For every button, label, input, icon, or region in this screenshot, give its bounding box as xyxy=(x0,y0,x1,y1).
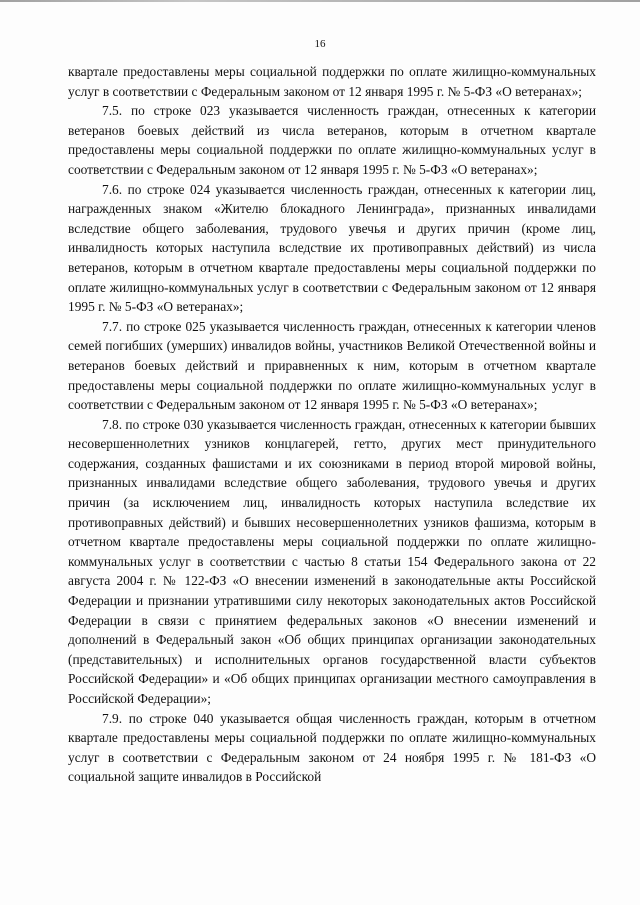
paragraph-7-6: 7.6. по строке 024 указывается численность граждан, отнесенных к категории лиц, награжденных знаком «Жителю блокадного Ленинграда», признанных инвалидами вследствие общего заболевания, трудового увечья и других причин (кроме лиц, инвалидность которых наступила вследствие их противоправных действий) из числа ветеранов, которым в отчетном квартале предоставлены меры социальной поддержки по оплате жилищно-коммунальных услуг в соответствии с Федеральным законом от 12 января 1995 г. № 5-ФЗ «О ветеранах»; xyxy=(68,181,596,315)
paragraph-7-9: 7.9. по строке 040 указывается общая численность граждан, которым в отчетном квартале предоставлены меры социальной поддержки по оплате жилищно-коммунальных услуг в соответствии с Федеральным законом от 24 ноября 1995 г. № 181-ФЗ «О социальной защите инвалидов в Российской xyxy=(68,710,596,785)
page-number: 16 xyxy=(314,38,326,50)
paragraph-continuation: квартале предоставлены меры социальной поддержки по оплате жилищно-коммунальных услуг в соответствии с Федеральным законом от 12 января 1995 г. № 5-ФЗ «О ветеранах»; xyxy=(68,64,596,99)
document-body xyxy=(68,62,596,787)
scan-edge-line xyxy=(0,0,640,2)
paragraph-7-8: 7.8. по строке 030 указывается численность граждан, отнесенных к категории бывших несовершеннолетних узников концлагерей, гетто, других мест принудительного содержания, созданных фашистами и их союзниками в период второй мировой войны, признанных инвалидами вследствие общего заболевания, трудового увечья и других причин (за исключением лиц, инвалидность которых наступила вследствие их противоправных действий) и бывших несовершеннолетних узников фашизма, которым в отчетном квартале предоставлены меры социальной поддержки по оплате жилищно-коммунальных услуг в соответствии с частью 8 статьи 154 Федерального закона от 22 августа 2004 г. № 122-ФЗ «О внесении изменений в законодательные акты Российской Федерации и признании утратившими силу некоторых законодательных актов Российской Федерации в связи с принятием федеральных законов «О внесении изменений и дополнений в Федеральный закон «Об общих принципах организации законодательных (представительных) и исполнительных органов государственной власти субъектов Российской Федерации» и «Об общих принципах организации местного самоуправления в Российской Федерации»; xyxy=(68,416,597,706)
paragraph-7-5: 7.5. по строке 023 указывается численность граждан, отнесенных к категории ветеранов боевых действий из числа ветеранов, которым в отчетном квартале предоставлены меры социальной поддержки по оплате жилищно-коммунальных услуг в соответствии с Федеральным законом от 12 января 1995 г. № 5-ФЗ «О ветеранах»; xyxy=(68,103,596,177)
paragraph-7-7: 7.7. по строке 025 указывается численность граждан, отнесенных к категории членов семей погибших (умерших) инвалидов войны, участников Великой Отечественной войны и ветеранов боевых действий и приравненных к ним, которым в отчетном квартале предоставлены меры социальной поддержки по оплате жилищно-коммунальных услуг в соответствии с Федеральным законом от 12 января 1995 г. № 5-ФЗ «О ветеранах»; xyxy=(68,318,596,413)
